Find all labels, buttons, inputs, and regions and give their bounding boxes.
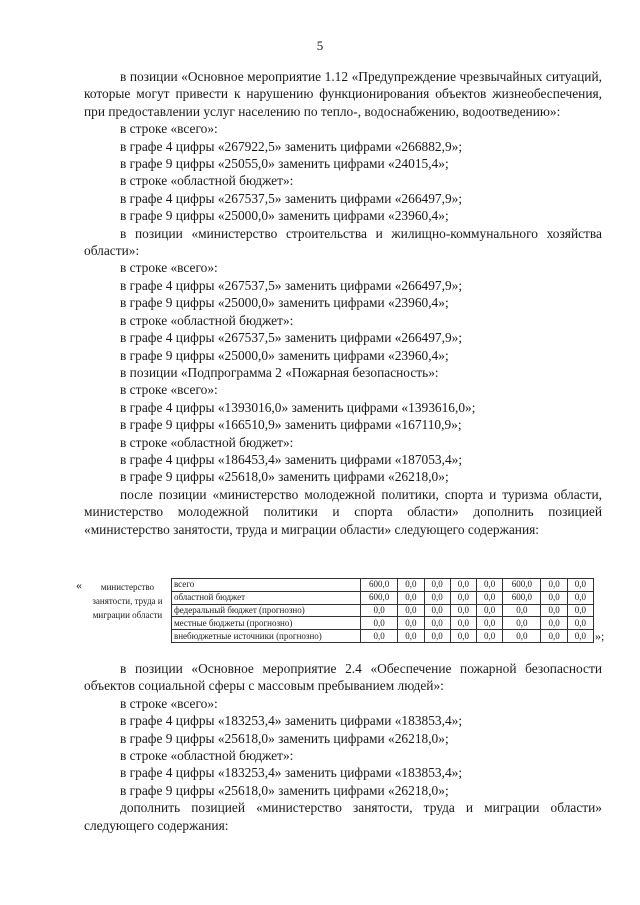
paragraph: в позиции «Основное мероприятие 1.12 «Предупреждение чрезвычайных ситуаций, которые могут привести к нарушению функционирования объектов жизнеобеспечения, при предоставлении услуг населению по тепло-, водоснабжению, водоотведению»: [84, 69, 602, 119]
value-cell: 0,0 [424, 617, 450, 630]
value-cell: 0,0 [541, 604, 567, 617]
paragraph: в графе 9 цифры «25000,0» заменить цифрами «23960,4»; [120, 208, 449, 224]
value-cell: 0,0 [398, 579, 424, 592]
value-cell: 0,0 [567, 591, 593, 604]
paragraph: в графе 9 цифры «25000,0» заменить цифрами «23960,4»; [120, 295, 449, 311]
paragraph: в графе 4 цифры «267537,5» заменить цифрами «266497,9»; [120, 330, 463, 346]
value-cell: 0,0 [450, 630, 476, 643]
value-cell: 0,0 [503, 617, 541, 630]
paragraph: дополнить позицией «министерство занятости, труда и миграции области» следующего содержания: [84, 800, 602, 833]
value-cell: 0,0 [567, 579, 593, 592]
value-cell: 0,0 [424, 630, 450, 643]
org-name-cell: министерство занятости, труда и миграции области [84, 579, 171, 643]
paragraph: в строке «областной бюджет»: [120, 748, 294, 764]
value-cell: 0,0 [541, 591, 567, 604]
value-cell: 0,0 [503, 604, 541, 617]
value-cell: 0,0 [398, 591, 424, 604]
paragraph: в строке «областной бюджет»: [120, 312, 294, 328]
paragraph: в графе 9 цифры «25618,0» заменить цифрами «26218,0»; [120, 782, 449, 798]
paragraph: в графе 4 цифры «267922,5» заменить цифрами «266882,9»; [120, 138, 463, 154]
value-cell: 0,0 [476, 617, 502, 630]
paragraph: в позиции «Подпрограмма 2 «Пожарная безопасность»: [120, 364, 439, 380]
table-close-quote: »; [595, 629, 605, 643]
amendments-block-1 [84, 68, 602, 538]
paragraph: в графе 4 цифры «267537,5» заменить цифрами «266497,9»; [120, 277, 463, 293]
value-cell: 0,0 [398, 617, 424, 630]
value-cell: 0,0 [541, 630, 567, 643]
value-cell: 0,0 [450, 604, 476, 617]
value-cell: 0,0 [450, 617, 476, 630]
value-cell: 600,0 [361, 579, 398, 592]
inserted-table-block [76, 576, 616, 646]
table-open-quote: « [76, 578, 82, 592]
paragraph: после позиции «министерство молодежной политики, спорта и туризма области, министерство молодежной политики и спорта области» дополнить позицией «министерство занятости, труда и миграции области» следующего содержания: [84, 486, 602, 537]
paragraph: в графе 4 цифры «183253,4» заменить цифрами «183853,4»; [120, 765, 463, 781]
paragraph: в графе 9 цифры «25000,0» заменить цифрами «23960,4»; [120, 347, 449, 363]
value-cell: 0,0 [476, 604, 502, 617]
paragraph: в графе 9 цифры «25618,0» заменить цифрами «26218,0»; [120, 730, 449, 746]
value-cell: 0,0 [361, 630, 398, 643]
funding-source-cell: местные бюджеты (прогнозно) [171, 617, 360, 630]
paragraph: в графе 4 цифры «186453,4» заменить цифрами «187053,4»; [120, 451, 463, 467]
paragraph: в графе 9 цифры «25618,0» заменить цифрами «26218,0»; [120, 469, 449, 485]
paragraph: в строке «всего»: [120, 695, 218, 711]
paragraph: в графе 9 цифры «166510,9» заменить цифрами «167110,9»; [120, 417, 462, 433]
funding-source-cell: внебюджетные источники (прогнозно) [171, 630, 360, 643]
paragraph: в позиции «Основное мероприятие 2.4 «Обеспечение пожарной безопасности объектов социальной сферы с массовым пребыванием людей»: [84, 661, 602, 694]
value-cell: 0,0 [567, 617, 593, 630]
page-number: 5 [316, 38, 324, 53]
paragraph: в строке «всего»: [120, 382, 218, 398]
value-cell: 600,0 [361, 591, 398, 604]
paragraph: в строке «областной бюджет»: [120, 173, 294, 189]
table-row [84, 579, 594, 592]
paragraph: в графе 9 цифры «25055,0» заменить цифрами «24015,4»; [120, 156, 449, 172]
funding-source-cell: всего [171, 579, 360, 592]
funding-source-cell: областной бюджет [171, 591, 360, 604]
value-cell: 0,0 [476, 630, 502, 643]
paragraph: в позиции «министерство строительства и жилищно-коммунального хозяйства области»: [84, 225, 602, 259]
value-cell: 0,0 [541, 579, 567, 592]
value-cell: 0,0 [567, 630, 593, 643]
value-cell: 0,0 [503, 630, 541, 643]
value-cell: 0,0 [424, 591, 450, 604]
paragraph: в строке «всего»: [120, 121, 218, 137]
value-cell: 0,0 [424, 579, 450, 592]
value-cell: 600,0 [503, 579, 541, 592]
funding-source-cell: федеральный бюджет (прогнозно) [171, 604, 360, 617]
value-cell: 0,0 [398, 604, 424, 617]
value-cell: 0,0 [361, 617, 398, 630]
funding-table [84, 578, 594, 643]
value-cell: 600,0 [503, 591, 541, 604]
value-cell: 0,0 [361, 604, 398, 617]
value-cell: 0,0 [476, 579, 502, 592]
value-cell: 0,0 [424, 604, 450, 617]
value-cell: 0,0 [541, 617, 567, 630]
value-cell: 0,0 [450, 579, 476, 592]
paragraph: в графе 4 цифры «1393016,0» заменить цифрами «1393616,0»; [120, 399, 476, 415]
paragraph: в графе 4 цифры «267537,5» заменить цифрами «266497,9»; [120, 190, 463, 206]
value-cell: 0,0 [476, 591, 502, 604]
value-cell: 0,0 [398, 630, 424, 643]
amendments-block-2 [84, 660, 602, 834]
value-cell: 0,0 [567, 604, 593, 617]
paragraph: в строке «всего»: [120, 260, 218, 276]
paragraph: в графе 4 цифры «183253,4» заменить цифрами «183853,4»; [120, 713, 463, 729]
value-cell: 0,0 [450, 591, 476, 604]
paragraph: в строке «областной бюджет»: [120, 434, 294, 450]
